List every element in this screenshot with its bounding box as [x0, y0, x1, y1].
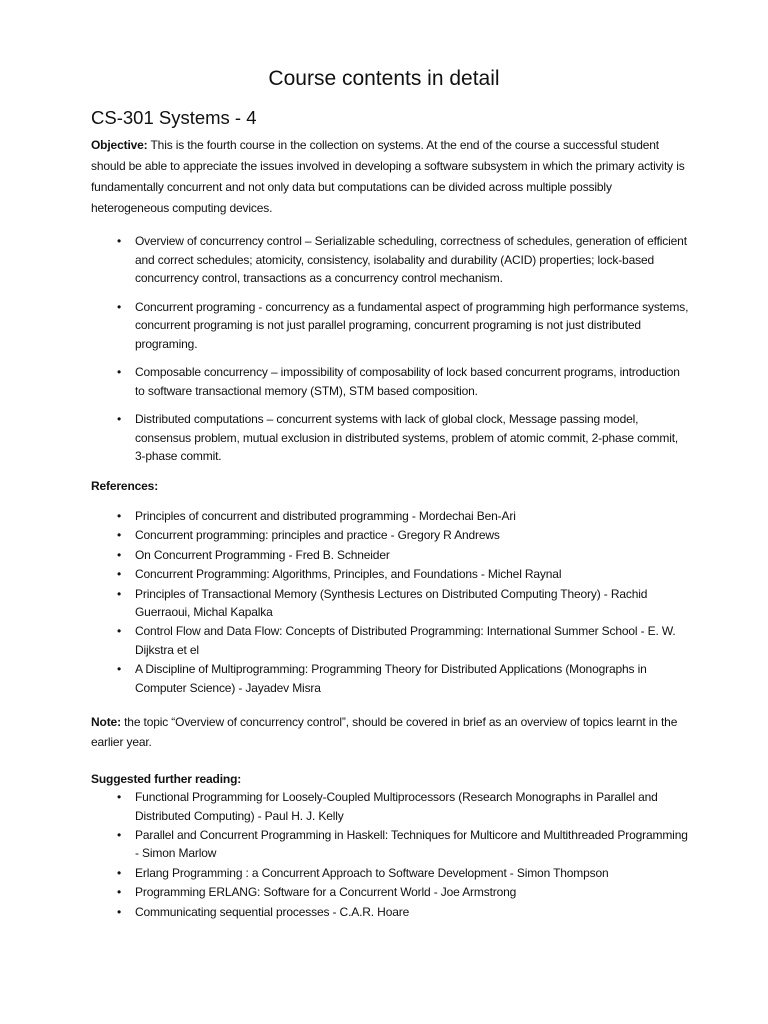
reference-text: Principles of concurrent and distributed programming - Mordechai Ben-Ari: [135, 509, 516, 523]
reference-text: On Concurrent Programming - Fred B. Schneider: [135, 547, 390, 562]
bullet-icon: •: [117, 885, 122, 900]
bullet-icon: •: [117, 586, 122, 601]
list-item: [91, 883, 691, 902]
bullet-icon: •: [117, 299, 122, 314]
reference-text: Concurrent Programming: Algorithms, Principles, and Foundations - Michel Raynal: [135, 567, 562, 582]
bullet-icon: •: [117, 234, 122, 248]
references-label: References:: [91, 479, 159, 493]
list-item: [91, 788, 691, 825]
bullet-icon: •: [117, 412, 122, 426]
list-item: [91, 363, 691, 400]
list-item: [91, 826, 691, 863]
list-item: [91, 298, 691, 354]
bullet-icon: •: [117, 567, 122, 582]
bullet-icon: •: [117, 509, 122, 523]
further-reading-text: Functional Programming for Loosely-Coupled Multiprocessors (Research Monographs in Parallel and Distributed Computing) - Paul H. J. Kelly: [135, 790, 658, 823]
bullet-icon: •: [117, 790, 122, 804]
list-item: [91, 565, 691, 584]
bullet-icon: •: [117, 528, 122, 543]
list-item: [91, 585, 691, 622]
references-list: [91, 507, 691, 698]
topic-text: Distributed computations – concurrent systems with lack of global clock, Message passing model, consensus problem, mutual exclusion in distributed systems, problem of atomic commit, 2-phase commit, 3-phase commit.: [135, 412, 679, 463]
further-reading-list: [91, 788, 691, 922]
topic-text: Overview of concurrency control – Serializable scheduling, correctness of schedules, generation of efficient and correct schedules; atomicity, consistency, isolabality and durability (ACID) properties; lock-based concurrency control, transactions as a concurrency control mechanism.: [135, 234, 687, 285]
bullet-icon: •: [117, 662, 122, 677]
reference-text: Principles of Transactional Memory (Synthesis Lectures on Distributed Computing Theory) - Rachid Guerraoui, Michal Kapalka: [135, 586, 648, 620]
further-reading-text: Parallel and Concurrent Programming in Haskell: Techniques for Multicore and Multithreaded Programming - Simon Marlow: [135, 827, 688, 861]
bullet-icon: •: [117, 547, 122, 562]
list-item: [91, 232, 691, 288]
list-item: [91, 622, 691, 659]
bullet-icon: •: [117, 827, 122, 842]
further-reading-text: Erlang Programming : a Concurrent Approach to Software Development - Simon Thompson: [135, 865, 609, 880]
objective-paragraph: [91, 135, 691, 219]
list-item: [91, 903, 691, 922]
topic-text: Composable concurrency – impossibility of composability of lock based concurrent programs, introduction to software transactional memory (STM), STM based composition.: [135, 365, 680, 398]
list-item: [91, 660, 691, 697]
note-paragraph: [91, 713, 691, 752]
bullet-icon: •: [117, 624, 122, 639]
note-label: Note:: [91, 715, 121, 729]
course-heading: CS-301 Systems - 4: [91, 107, 257, 128]
list-item: [91, 507, 691, 526]
list-item: [91, 864, 691, 883]
topic-text: Concurrent programing - concurrency as a fundamental aspect of programming high performance systems, concurrent programing is not just parallel programing, concurrent programing is not just distributed programing.: [135, 299, 689, 351]
list-item: [91, 546, 691, 565]
bullet-icon: •: [117, 365, 122, 379]
objective-label: Objective:: [91, 138, 148, 152]
bullet-icon: •: [117, 904, 122, 919]
further-reading-label: Suggested further reading:: [91, 772, 242, 786]
note-text: the topic “Overview of concurrency control”, should be covered in brief as an overview of topics learnt in the earlier year.: [91, 715, 678, 749]
list-item: [91, 526, 691, 545]
page-title: Course contents in detail: [268, 67, 500, 90]
reference-text: Concurrent programming: principles and practice - Gregory R Andrews: [135, 528, 500, 543]
further-reading-text: Programming ERLANG: Software for a Concurrent World - Joe Armstrong: [135, 885, 517, 900]
further-reading-text: Communicating sequential processes - C.A.R. Hoare: [135, 904, 410, 919]
list-item: [91, 410, 691, 466]
reference-text: A Discipline of Multiprogramming: Programming Theory for Distributed Applications (Monographs in Computer Science) - Jayadev Misra: [135, 662, 647, 695]
objective-text: This is the fourth course in the collection on systems. At the end of the course a successful student should be able to appreciate the issues involved in developing a software subsystem in which the primary activity is fundamentally concurrent and not only data but computations can be divided across multiple possibly heterogeneous computing devices.: [91, 138, 685, 215]
topics-list: [91, 232, 691, 476]
bullet-icon: •: [117, 865, 122, 880]
reference-text: Control Flow and Data Flow: Concepts of Distributed Programming: International Summer School - E. W. Dijkstra et el: [135, 624, 676, 657]
